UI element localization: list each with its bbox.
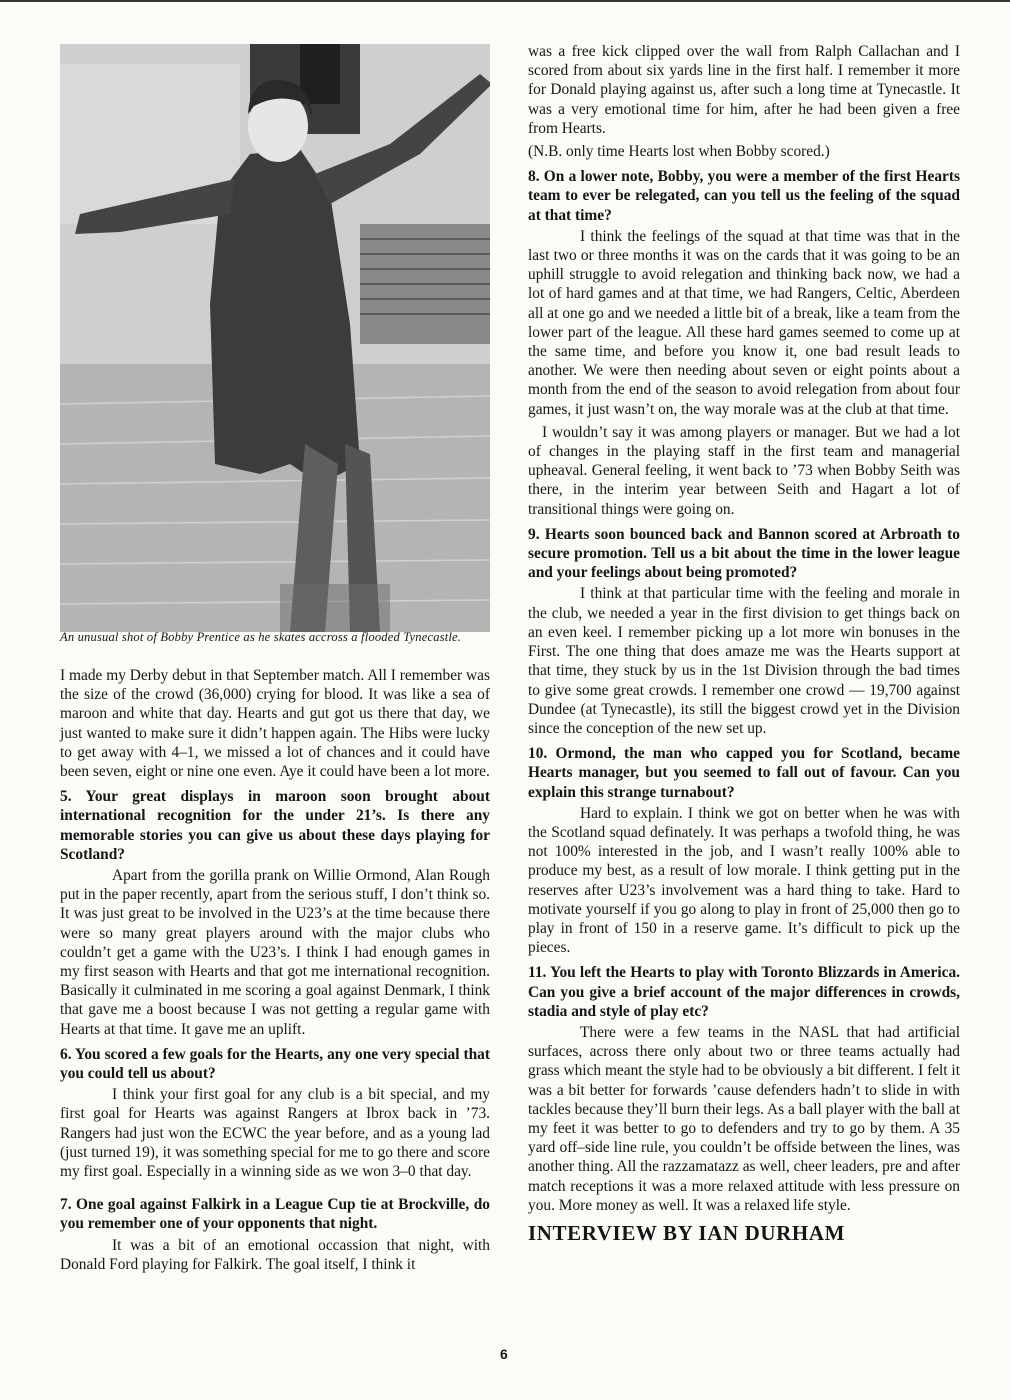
paragraph-derby-debut: I made my Derby debut in that September match. All I remember was the size of the crowd (36,000) crying for blood. It was like a sea of maroon and white that day. Hearts and gut got us there that day, we just wanted to make sure it didn’t happen again. The Hibs were lucky to get away with 4–1, we missed a lot of chances and it could have been seven, eight or nine one even. Aye it could have been a lot more.: [60, 667, 490, 781]
paragraph-continued: was a free kick clipped over the wall from Ralph Callachan and I scored from about six yards line in the first half. I remember it more for Donald playing against us, after such a long time at Tynecastle. It was a very emotional time for him, after he had been given a free from Hearts.: [528, 43, 960, 137]
question-7: 7. One goal against Falkirk in a League Cup tie at Brockville, do you remember one of your opponents that night.: [60, 1196, 490, 1233]
question-10: 10. Ormond, the man who capped you for Scotland, became Hearts manager, but you seemed to fall out of favour. Can you explain this strange turnabout?: [528, 745, 960, 801]
answer-8-part2: I wouldn’t say it was among players or manager. But we had a lot of changes in the playing staff in the first team and managerial upheaval. General feeling, it went back to ’73 when Bobby Seith was there, in the interim year between Seith and Hagart a lot of transitional things were going on.: [528, 423, 960, 518]
answer-11: There were a few teams in the NASL that had artificial surfaces, across there only about two or three teams actually had grass which meant the style had to be obviously a bit different. I felt it was a bit better for forwards ’cause defenders hadn’t to slide in with tackles because they’ll burn their legs. As a ball player with the ball at my feet it was better to go to defenders and try to go by them. A 35 yard off–side line rule, you couldn’t be offside between the lines, was another thing. All the razzamatazz as well, cheer leaders, pre and after match receptions it was a more relaxed attitude with less pressure on you. More money as well. It was a relaxed life style.: [528, 1023, 960, 1214]
answer-8-part1: I think the feelings of the squad at that time was that in the last two or three months it was on the cards that it was going to be an uphill struggle to avoid relegation and thinking back now, we had a lot of hard games and at that time, we had Rangers, Celtic, Aberdeen all at one go and we needed a little bit of a break, like a team from the lower part of the league. All these hard games seemed to come up at the same time, and before you know it, one bad result leads to another. We were then needing about seven or eight points about a month from the end of the season to avoid relegation from about four games, it just wasn’t on, the way morale was at the club at that time.: [528, 227, 960, 418]
answer-10: Hard to explain. I think we got on better when he was with the Scotland squad definately. It was perhaps a twofold thing, he was not 100% interested in the job, and I wasn’t really 100% able to produce my best, as a result of low morale. I think getting put in the reserves after U23’s involvement was a hard thing to take. Hard to motivate yourself if you go along to play in front of 25,000 then go to play in front of 150 in a reserve game. It’s difficult to pick up the pieces.: [528, 804, 960, 957]
byline: INTERVIEW BY IAN DURHAM: [528, 1220, 846, 1245]
question-8: 8. On a lower note, Bobby, you were a member of the first Hearts team to ever be relegated, can you tell us the feeling of the squad at that time?: [528, 168, 960, 224]
right-column: [528, 42, 960, 1246]
answer-5: Apart from the gorilla prank on Willie Ormond, Alan Rough put in the paper recently, apart from the serious stuff, I don’t think so. It was just great to be involved in the U23’s at the time because there were so many great players around with the major clubs who couldn’t get a game with the U23’s. I think I had enough games in my first season with Hearts and that got me international recognition. Basically it culminated in me scoring a goal against Denmark, I think that gave me a boost because I was not getting a regular game with Hearts at that time. It gave me an uplift.: [60, 867, 490, 1038]
note-nb: (N.B. only time Hearts lost when Bobby scored.): [528, 143, 830, 161]
photo-bobby-prentice: [60, 44, 490, 632]
question-11: 11. You left the Hearts to play with Toronto Blizzards in America. Can you give a brief account of the major differences in crowds, stadia and style of play etc?: [528, 964, 960, 1020]
page-number: 6: [500, 1346, 508, 1362]
photo-caption: An unusual shot of Bobby Prentice as he skates accross a flooded Tynecastle.: [60, 630, 462, 644]
question-9: 9. Hearts soon bounced back and Bannon scored at Arbroath to secure promotion. Tell us a bit about the time in the lower league and your feelings about being promoted?: [528, 525, 960, 582]
question-5: 5. Your great displays in maroon soon brought about international recognition for the under 21’s. Is there any memorable stories you can give us about these days playing for Scotland?: [60, 788, 490, 863]
answer-7: It was a bit of an emotional occassion that night, with Donald Ford playing for Falkirk. The goal itself, I think it: [60, 1236, 490, 1273]
left-column: [60, 666, 490, 1278]
question-6: 6. You scored a few goals for the Hearts, any one very special that you could tell us about?: [60, 1045, 490, 1083]
answer-9: I think at that particular time with the feeling and morale in the club, we needed a year in the first division to get things back on an even keel. I remember picking up a lot more win bonuses in the First. The one thing that does amaze me was the Hearts support at that time, they stuck by us in the 1st Division through the bad times to give some great crowds. I remember one crowd — 19,700 against Dundee (at Tynecastle), its still the biggest crowd yet in the Division since the conception of the new set up.: [528, 585, 960, 737]
page-top-edge: [0, 0, 1010, 2]
photo-illustration: [60, 44, 490, 632]
answer-6: I think your first goal for any club is a bit special, and my first goal for Hearts was against Rangers at Ibrox back in ’73. Rangers had just won the ECWC the year before, and as a young lad (just turned 19), it was something special for me to go there and score my first goal. Especially in a winning side as we won 3–0 that day.: [60, 1086, 490, 1181]
